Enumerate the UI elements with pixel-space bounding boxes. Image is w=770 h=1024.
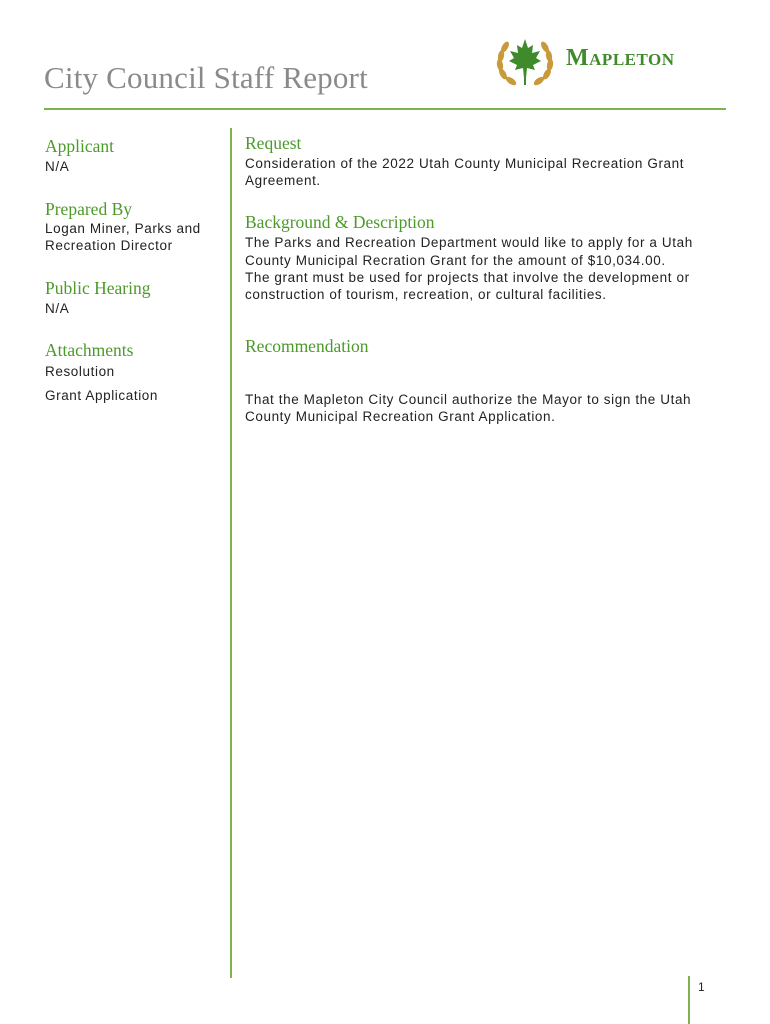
page-title: City Council Staff Report [44, 60, 368, 95]
logo-wordmark: Mapleton [566, 45, 675, 71]
prepared-by-line-1: Logan Miner, Parks and [45, 221, 201, 236]
maple-leaf-icon [494, 34, 556, 92]
header-divider [44, 108, 726, 110]
request-line-2: Agreement. [245, 173, 321, 188]
background-line-2: County Municipal Recration Grant for the amount of $10,034.00. [245, 253, 666, 268]
public-hearing-heading: Public Hearing [45, 278, 151, 298]
prepared-by-line-2: Recreation Director [45, 238, 173, 253]
mapleton-logo [494, 34, 734, 92]
background-line-4: construction of tourism, recreation, or cultural facilities. [245, 287, 607, 302]
attachment-item: Resolution [45, 364, 115, 379]
applicant-heading: Applicant [45, 136, 115, 156]
page-number: 1 [698, 980, 705, 994]
recommendation-heading: Recommendation [245, 336, 369, 356]
applicant-value: N/A [45, 159, 70, 174]
recommendation-line-2: County Municipal Recreation Grant Application. [245, 409, 556, 424]
background-heading: Background & Description [245, 212, 435, 232]
background-line-3: The grant must be used for projects that involve the development or [245, 270, 690, 285]
request-heading: Request [245, 133, 302, 153]
recommendation-line-1: That the Mapleton City Council authorize the Mayor to sign the Utah [245, 392, 692, 407]
prepared-by-heading: Prepared By [45, 199, 132, 219]
attachments-heading: Attachments [45, 340, 134, 360]
request-line-1: Consideration of the 2022 Utah County Municipal Recreation Grant [245, 156, 685, 171]
background-line-1: The Parks and Recreation Department would like to apply for a Utah [245, 235, 693, 250]
public-hearing-value: N/A [45, 301, 70, 316]
column-divider [230, 128, 232, 978]
attachment-item: Grant Application [45, 388, 159, 403]
page-number-divider [688, 976, 690, 1024]
